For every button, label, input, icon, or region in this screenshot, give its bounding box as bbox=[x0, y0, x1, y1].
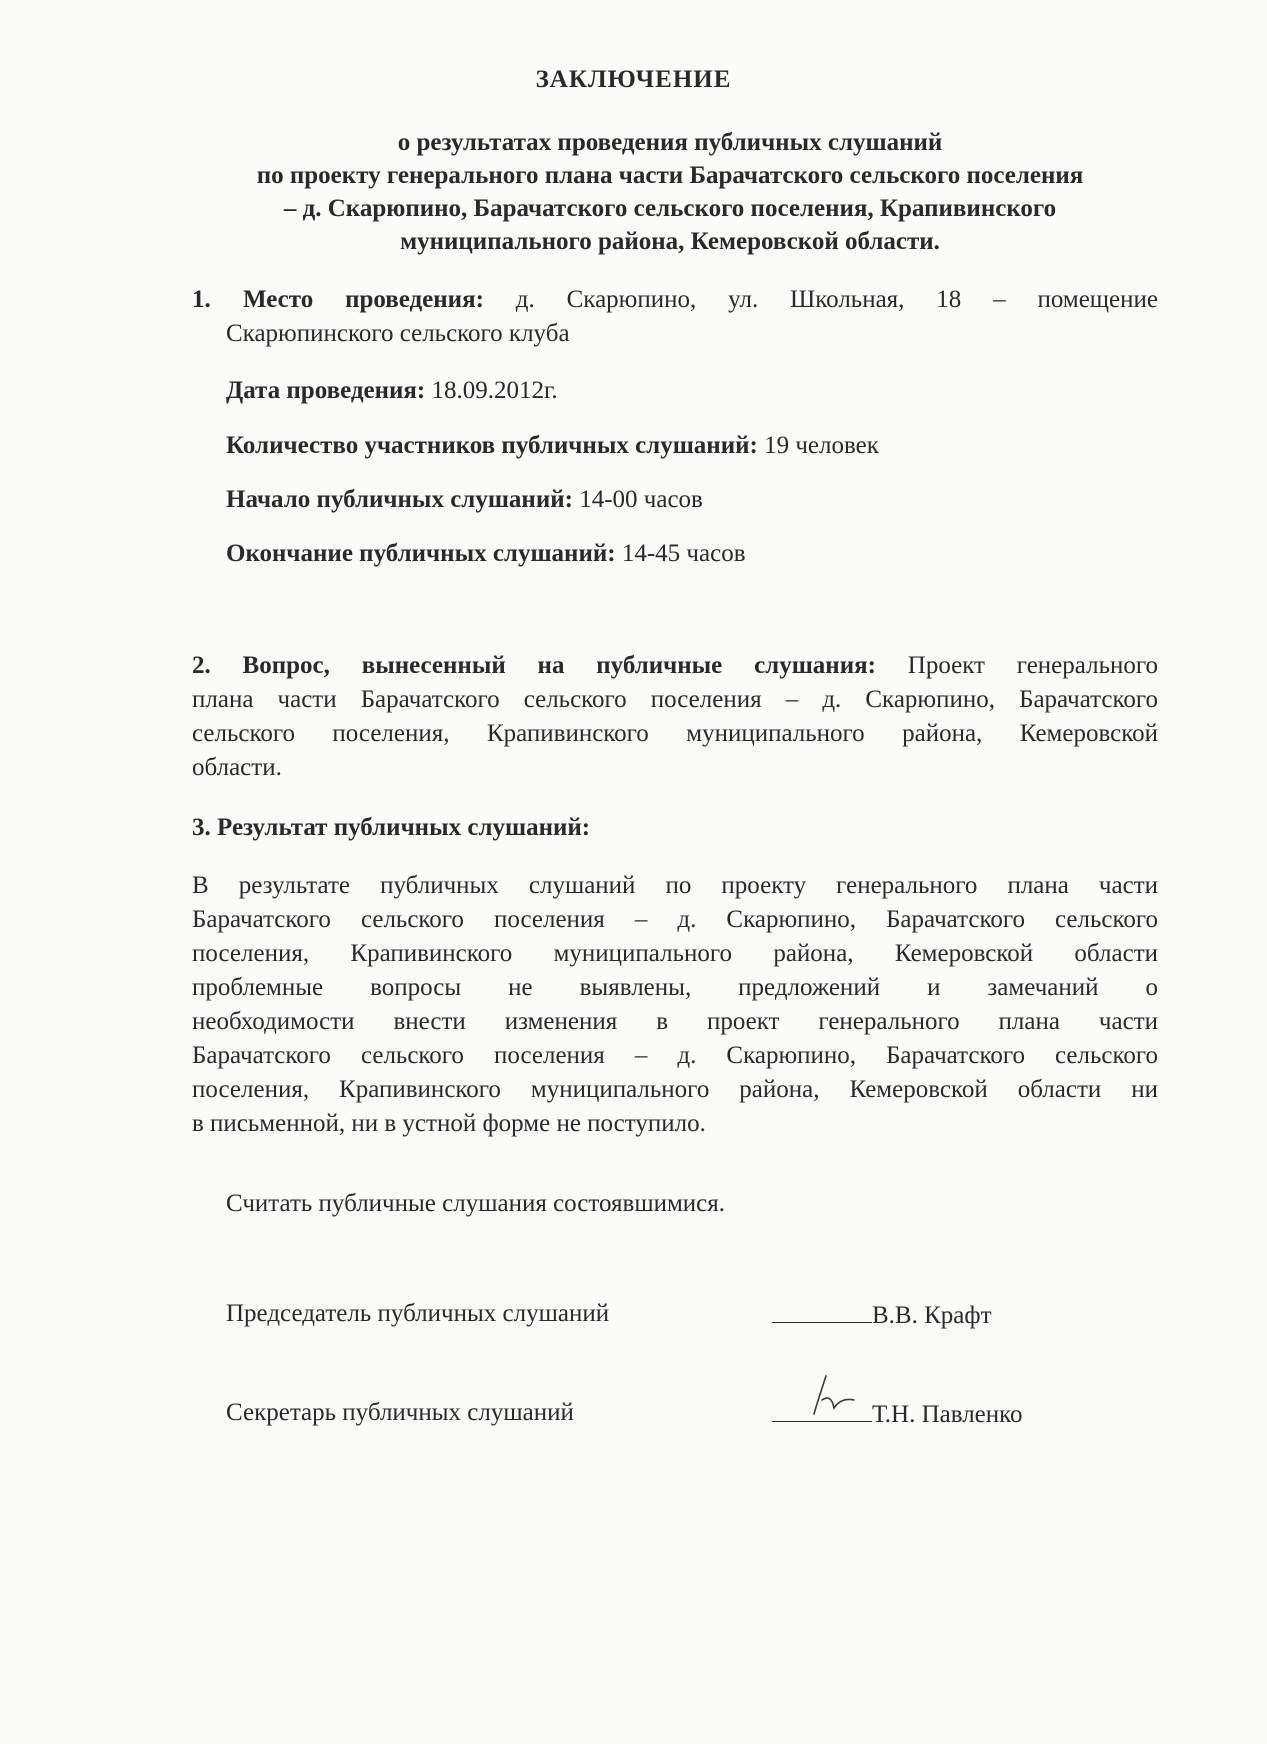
start-value: 14-00 часов bbox=[579, 486, 703, 513]
document-title: ЗАКЛЮЧЕНИЕ bbox=[535, 66, 732, 93]
secretary-role: Секретарь публичных слушаний bbox=[226, 1399, 574, 1426]
subtitle-line: по проекту генерального плана части Барачатского сельского поселения bbox=[256, 162, 1084, 189]
participants-row bbox=[226, 432, 879, 460]
end-row bbox=[226, 540, 746, 568]
section3-line: Барачатского сельского поселения – д. Скарюпино, Барачатского сельского bbox=[192, 1042, 1158, 1069]
section3-line: В результате публичных слушаний по проекту генерального плана части bbox=[192, 872, 1158, 899]
participants-value: 19 человек bbox=[764, 432, 879, 459]
place-value: д. Скарюпино, ул. Школьная, 18 – помещение bbox=[515, 286, 1159, 313]
subtitle-line: – д. Скарюпино, Барачатского сельского поселения, Крапивинского bbox=[283, 195, 1057, 222]
date-value: 18.09.2012г. bbox=[431, 377, 558, 404]
chairman-signature bbox=[772, 1300, 992, 1330]
conclusion-text: Считать публичные слушания состоявшимися. bbox=[226, 1190, 725, 1217]
subtitle-line: о результатах проведения публичных слушаний bbox=[397, 129, 943, 156]
chairman-role: Председатель публичных слушаний bbox=[226, 1300, 610, 1327]
section3-line: поселения, Крапивинского муниципального района, Кемеровской области ни bbox=[192, 1076, 1158, 1103]
section3-line: в письменной, ни в устной форме не поступило. bbox=[192, 1110, 706, 1137]
document-subtitle bbox=[180, 126, 1160, 258]
section3-label bbox=[192, 814, 590, 842]
section-number: 1. bbox=[192, 286, 211, 313]
participants-label: Количество участников публичных слушаний: bbox=[226, 432, 758, 459]
section2-text: Проект генерального bbox=[907, 652, 1158, 679]
section1-number bbox=[192, 286, 211, 314]
section2-line: плана части Барачатского сельского поселения – д. Скарюпино, Барачатского bbox=[192, 686, 1158, 713]
date-label: Дата проведения: bbox=[226, 377, 426, 404]
section1-place-line2: Скарюпинского сельского клуба bbox=[226, 320, 570, 347]
section3-line: Барачатского сельского поселения – д. Скарюпино, Барачатского сельского bbox=[192, 906, 1158, 933]
section2-line: сельского поселения, Крапивинского муниципального района, Кемеровской bbox=[192, 720, 1158, 747]
start-row bbox=[226, 486, 703, 514]
section3-label-text: 3. Результат публичных слушаний: bbox=[192, 814, 591, 841]
section1-place-line1 bbox=[243, 286, 1158, 314]
place-label: Место проведения: bbox=[243, 286, 484, 313]
chairman-name: В.В. Крафт bbox=[872, 1302, 992, 1329]
section3-line: необходимости внести изменения в проект генерального плана части bbox=[192, 1008, 1158, 1035]
section2-line1 bbox=[192, 652, 1158, 680]
section2-line: области. bbox=[192, 754, 282, 781]
date-row bbox=[226, 377, 558, 405]
section2-label: 2. Вопрос, вынесенный на публичные слушания: bbox=[192, 652, 876, 679]
section3-line: проблемные вопросы не выявлены, предложений и замечаний о bbox=[192, 974, 1158, 1001]
handwritten-signature-icon bbox=[800, 1370, 860, 1420]
end-label: Окончание публичных слушаний: bbox=[226, 540, 616, 567]
start-label: Начало публичных слушаний: bbox=[226, 486, 573, 513]
section3-line: поселения, Крапивинского муниципального района, Кемеровской области bbox=[192, 940, 1158, 967]
subtitle-line: муниципального района, Кемеровской области. bbox=[400, 228, 940, 255]
signature-line bbox=[772, 1300, 872, 1323]
secretary-name: Т.Н. Павленко bbox=[872, 1401, 1023, 1428]
end-value: 14-45 часов bbox=[621, 540, 746, 567]
